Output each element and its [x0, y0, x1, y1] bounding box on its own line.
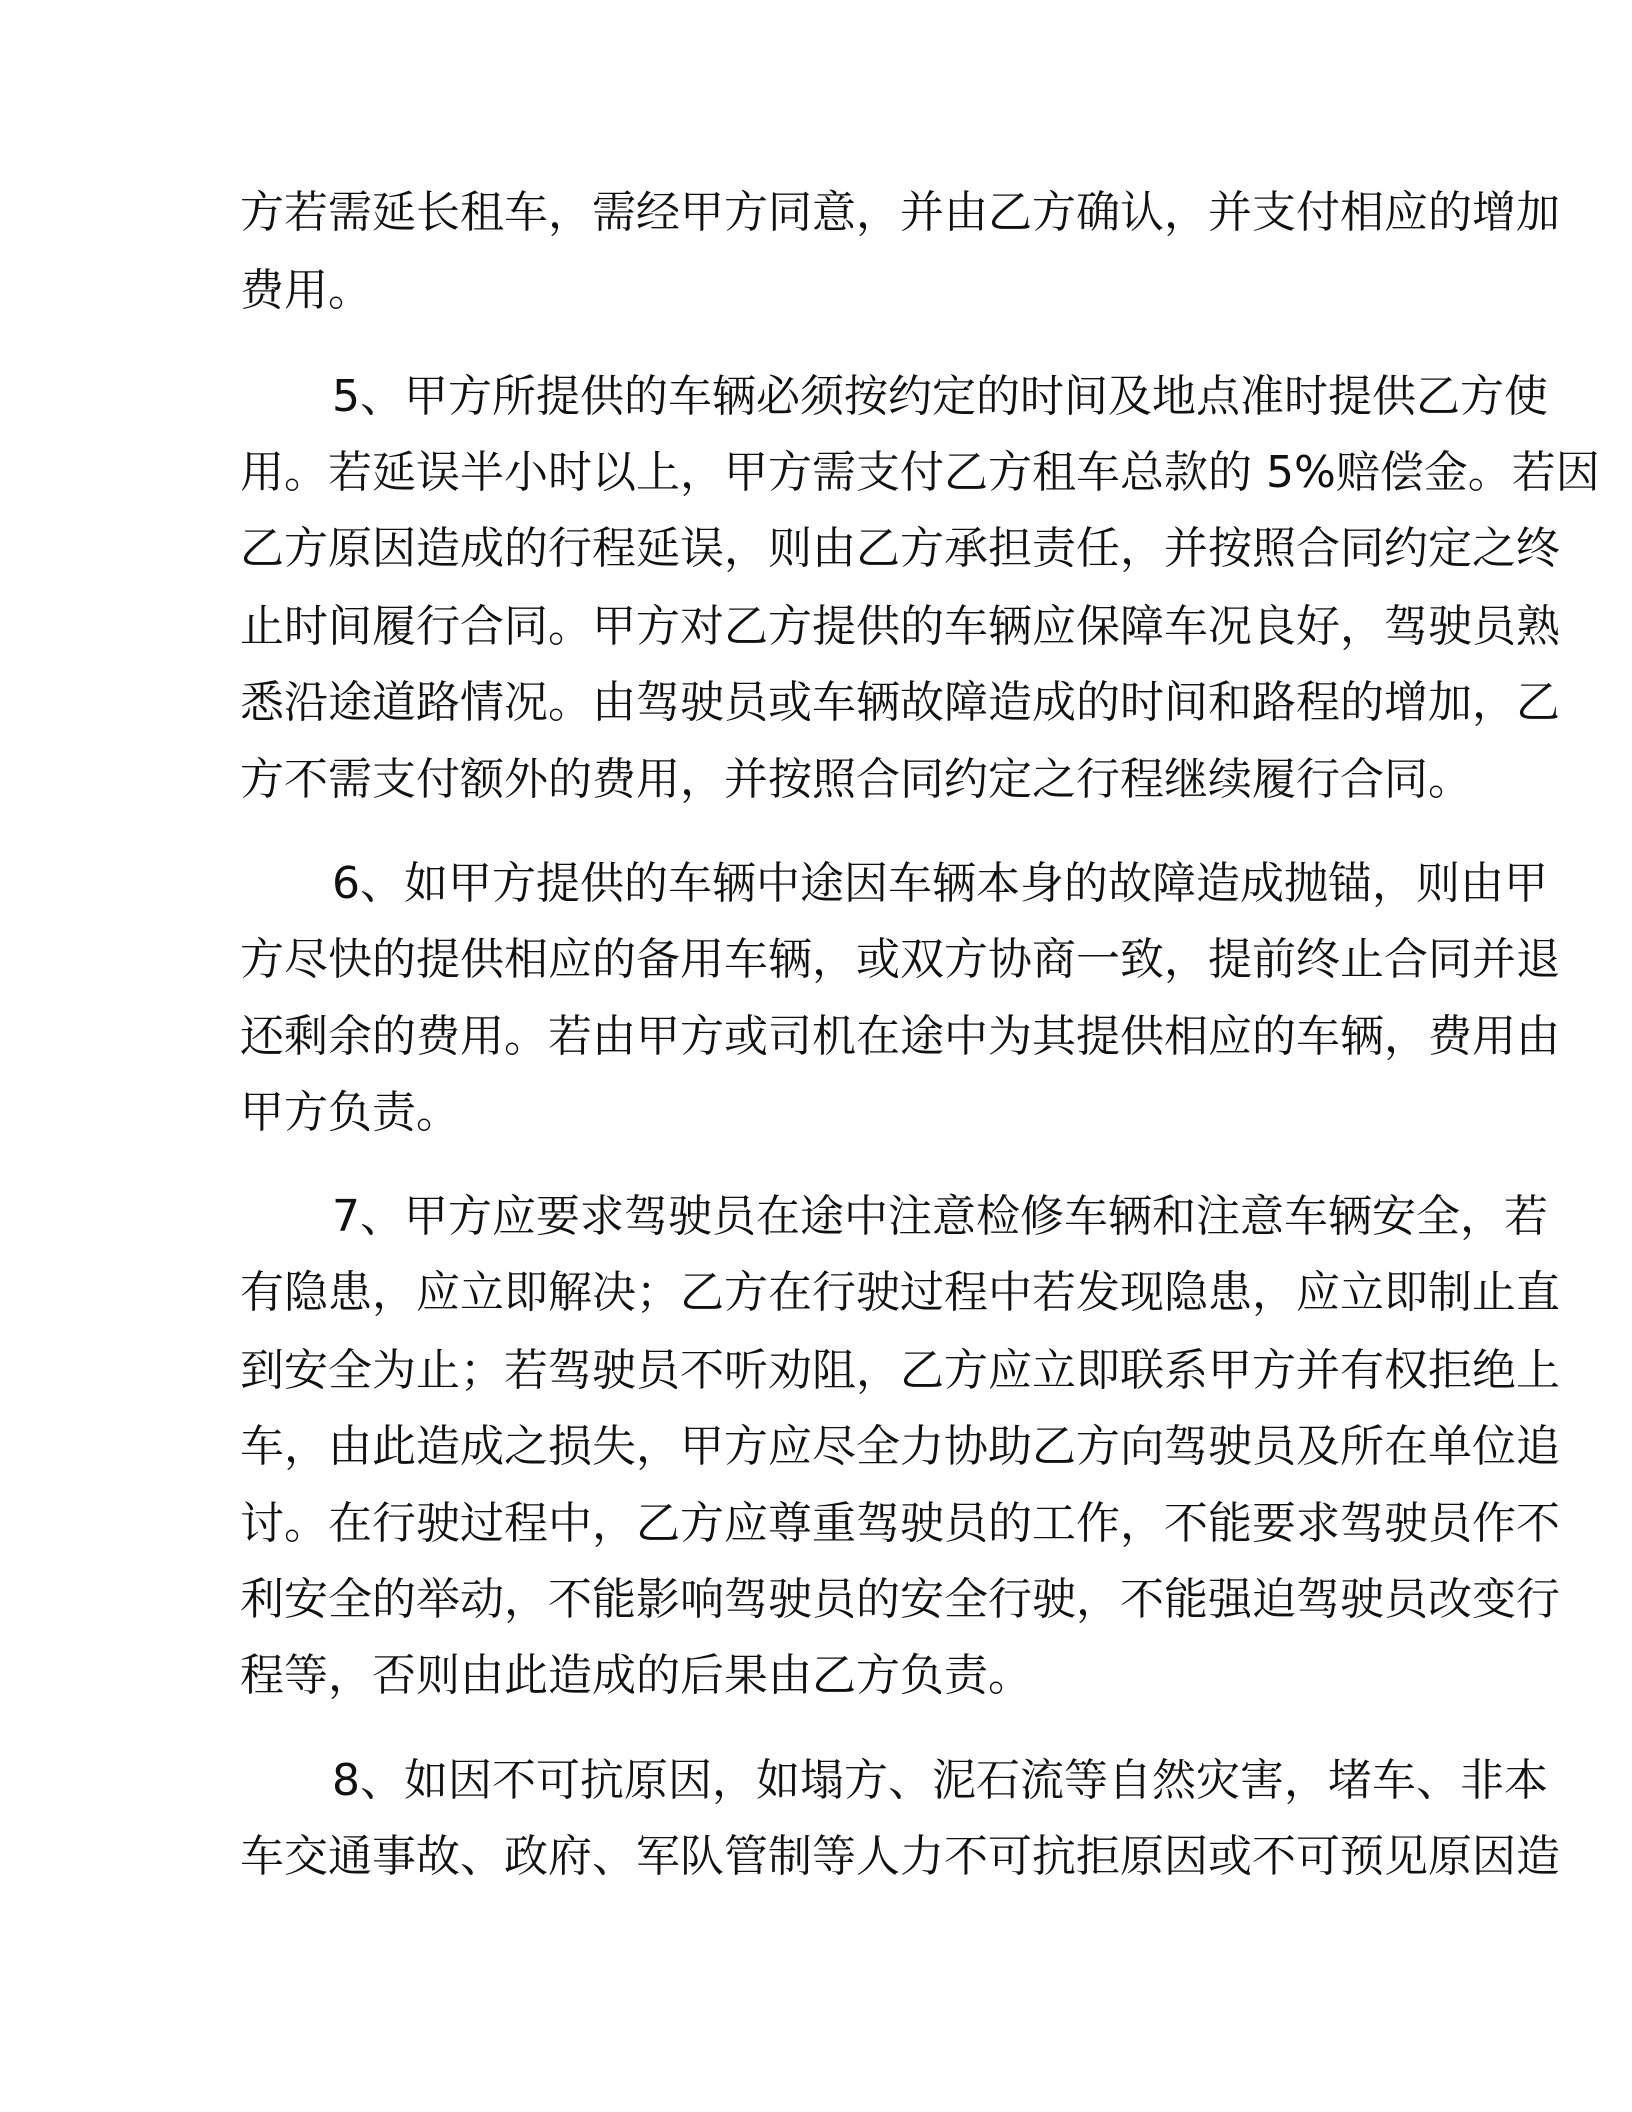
text-line: 方不需支付额外的费用，并按照合同约定之行程继续履行合同。 — [240, 754, 1472, 805]
text-line: 讨。在行驶过程中，乙方应尊重驾驶员的工作，不能要求驾驶员作不 — [240, 1498, 1560, 1549]
text-line: 止时间履行合同。甲方对乙方提供的车辆应保障车况良好，驾驶员熟 — [240, 601, 1560, 652]
text-line: 5、甲方所提供的车辆必须按约定的时间及地点准时提供乙方使 — [332, 371, 1548, 422]
text-line: 车交通事故、政府、军队管制等人力不可抗拒原因或不可预见原因造 — [240, 1831, 1560, 1882]
text-line: 用。若延误半小时以上，甲方需支付乙方租车总款的 5%赔偿金。若因 — [240, 447, 1600, 498]
text-line: 还剩余的费用。若由甲方或司机在途中为其提供相应的车辆，费用由 — [240, 1011, 1560, 1062]
text-line: 甲方负责。 — [240, 1087, 460, 1138]
text-line: 方尽快的提供相应的备用车辆，或双方协商一致，提前终止合同并退 — [240, 934, 1560, 985]
text-line: 8、如因不可抗原因，如塌方、泥石流等自然灾害，堵车、非本 — [332, 1755, 1548, 1806]
text-line: 利安全的举动，不能影响驾驶员的安全行驶，不能强迫驾驶员改变行 — [240, 1574, 1560, 1625]
text-line: 6、如甲方提供的车辆中途因车辆本身的故障造成抛锚，则由甲 — [332, 858, 1548, 909]
text-line: 7、甲方应要求驾驶员在途中注意检修车辆和注意车辆安全，若 — [332, 1191, 1548, 1242]
text-line: 车，由此造成之损失，甲方应尽全力协助乙方向驾驶员及所在单位追 — [240, 1421, 1560, 1472]
text-line: 程等，否则由此造成的后果由乙方负责。 — [240, 1650, 1032, 1701]
text-line: 到安全为止；若驾驶员不听劝阻，乙方应立即联系甲方并有权拒绝上 — [240, 1345, 1560, 1396]
text-line: 方若需延长租车，需经甲方同意，并由乙方确认，并支付相应的增加 — [240, 187, 1560, 238]
text-line: 悉沿途道路情况。由驾驶员或车辆故障造成的时间和路程的增加，乙 — [240, 677, 1560, 728]
text-line: 有隐患，应立即解决；乙方在行驶过程中若发现隐患，应立即制止直 — [240, 1267, 1560, 1318]
text-line: 费用。 — [240, 265, 372, 316]
text-line: 乙方原因造成的行程延误，则由乙方承担责任，并按照合同约定之终 — [240, 523, 1560, 574]
